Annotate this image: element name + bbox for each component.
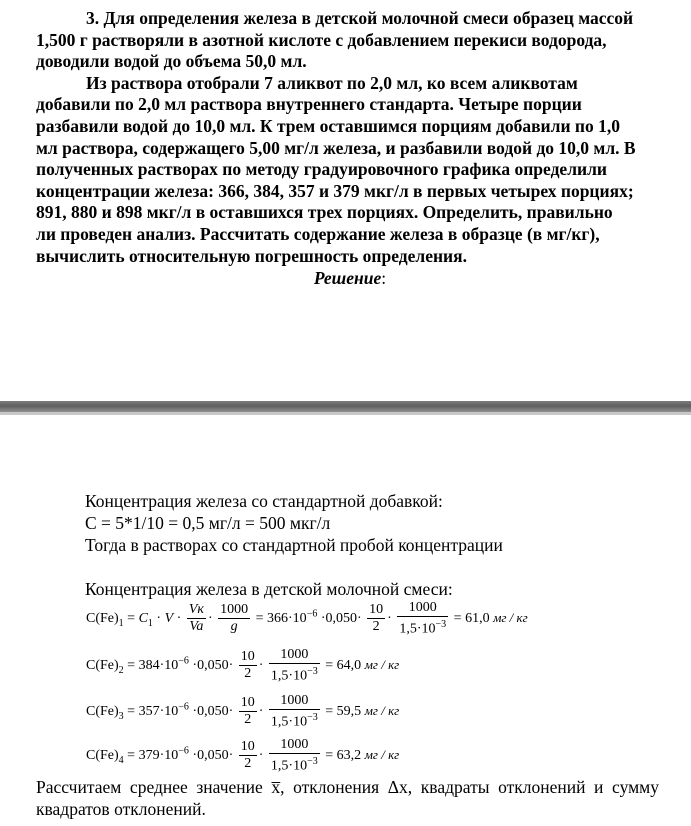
std-heading: Концентрация железа со стандартной добавкой: — [85, 491, 443, 511]
problem-paragraph-1: 3. Для определения железа в детской молочной смеси образец массой 1,500 г растворяли в азотной кислоте с добавлением перекиси водорода, доводили водой до объема 50,0 мл. — [36, 8, 634, 72]
std-formula: С = 5*1/10 = 0,5 мг/л = 500 мкг/л — [85, 513, 331, 533]
formula-2-value: 64,0 — [336, 658, 362, 674]
formula-4-coef: 379 — [138, 748, 160, 764]
formula-4: $C(Fe)_4 = 379\cdot 10^{-6} \cdot 0,050\cdot$ $\frac{10}{2}$ · $\frac{1000}{1,5\cdot 10^{-3}}$ = 63,2 мг / кг — [86, 737, 400, 774]
solution-colon: : — [381, 268, 387, 289]
formula-3-coef: 357 — [138, 704, 160, 720]
formula-4-sub: 4 — [118, 754, 124, 766]
formula-1-coef: 366 — [267, 611, 289, 627]
formula-2: $C(Fe)_2 = 384\cdot 10^{-6} \cdot 0,050\cdot$ $\frac{10}{2}$ · $\frac{1000}{1,5\cdot 10^{-3}}$ = 64,0 мг / кг — [86, 647, 400, 684]
formula-3-value: 59,5 — [336, 704, 362, 720]
formula-1-va: Va — [189, 619, 204, 635]
formula-4-lhs: C(Fe) — [86, 748, 119, 764]
formula-1-frac-mass — [218, 602, 250, 635]
problem-statement — [36, 8, 636, 290]
formula-1-frac-ten — [367, 602, 385, 635]
formula-3-sub: 3 — [118, 710, 124, 722]
formula-1-v: V — [164, 611, 174, 627]
sample-heading: Концентрация железа в детской молочной смеси: — [85, 579, 453, 599]
formula-1-two: 2 — [372, 619, 380, 635]
formula-1-den: $1,5\cdot 10^{-3}$ — [399, 619, 447, 637]
formula-1-c-sub: 1 — [147, 617, 153, 629]
formula-4-value: 63,2 — [336, 748, 362, 764]
formula-1-g: g — [230, 619, 238, 635]
formula-1-frac-1000 — [397, 600, 448, 638]
formula-1-value: 61,0 — [465, 611, 490, 627]
formula-1-frac-vol — [187, 602, 206, 635]
solution-heading — [36, 268, 636, 290]
closing-paragraph: Рассчитаем среднее значение x̅, отклонения Δх, квадраты отклонений и сумму квадратов отклонений. — [36, 777, 659, 819]
formula-1-lhs: C(Fe) — [86, 611, 119, 627]
formula-2-sub: 2 — [118, 664, 124, 676]
formula-3: $C(Fe)_3 = 357\cdot 10^{-6} \cdot 0,050\cdot$ $\frac{10}{2}$ · $\frac{1000}{1,5\cdot 10^{-3}}$ = 59,5 мг / кг — [86, 693, 400, 730]
formula-2-coef: 384 — [138, 658, 160, 674]
formula-3-lhs: C(Fe) — [86, 704, 119, 720]
page-divider — [0, 401, 691, 412]
std-then: Тогда в растворах со стандартной пробой концентрации — [85, 535, 503, 555]
formula-1-unit: мг / кг — [493, 610, 528, 626]
formula-2-lhs: C(Fe) — [86, 658, 119, 674]
formula-1-1000b: 1000 — [397, 600, 448, 617]
formula-1-ten: 10 — [369, 602, 384, 618]
formula-1-c: C — [138, 611, 148, 627]
formula-1-sub: 1 — [118, 617, 124, 629]
formula-1-1000: 1000 — [220, 602, 249, 618]
formula-1-vk: Vк — [188, 602, 204, 618]
formula-1: $C(Fe)_1 = C_1 \cdot V$ · $\frac{Vк}{Va}$ · $\frac{1000}{g}$ = $366\cdot 10^{-6} \cdot 0,050\cdot$ $\frac{10}{2}$ · $\frac{1000}{1,5\cdot 10^{-3}}$ = 61,0 мг / кг — [86, 600, 528, 637]
formula-1-exp: −6 — [306, 608, 318, 620]
problem-paragraph-2: Из раствора отобрали 7 аликвот по 2,0 мл, ко всем аликвотам добавили по 2,0 мл раствора внутреннего стандарта. Четыре порции разбавили водой до 10,0 мл. К трем оставшимся порциям добавили по 1,0 мл раствора, содержащего 5,00 мг/л железа, и разбавили водой до 10,0 мл. В полученных растворах по методу градуировочного графика определили концентрации железа: 366, 384, 357 и 379 мкг/л в первых четырех порциях; 891, 880 и 898 мкг/л в оставшихся трех порциях. Определить, правильно ли проведен анализ. Рассчитать содержание железа в образце (в мг/кг), вычислить относительную погрешность определения. — [36, 72, 636, 266]
formula-1-factor: 0,050 — [325, 611, 357, 627]
solution-label: Решение — [313, 268, 382, 289]
